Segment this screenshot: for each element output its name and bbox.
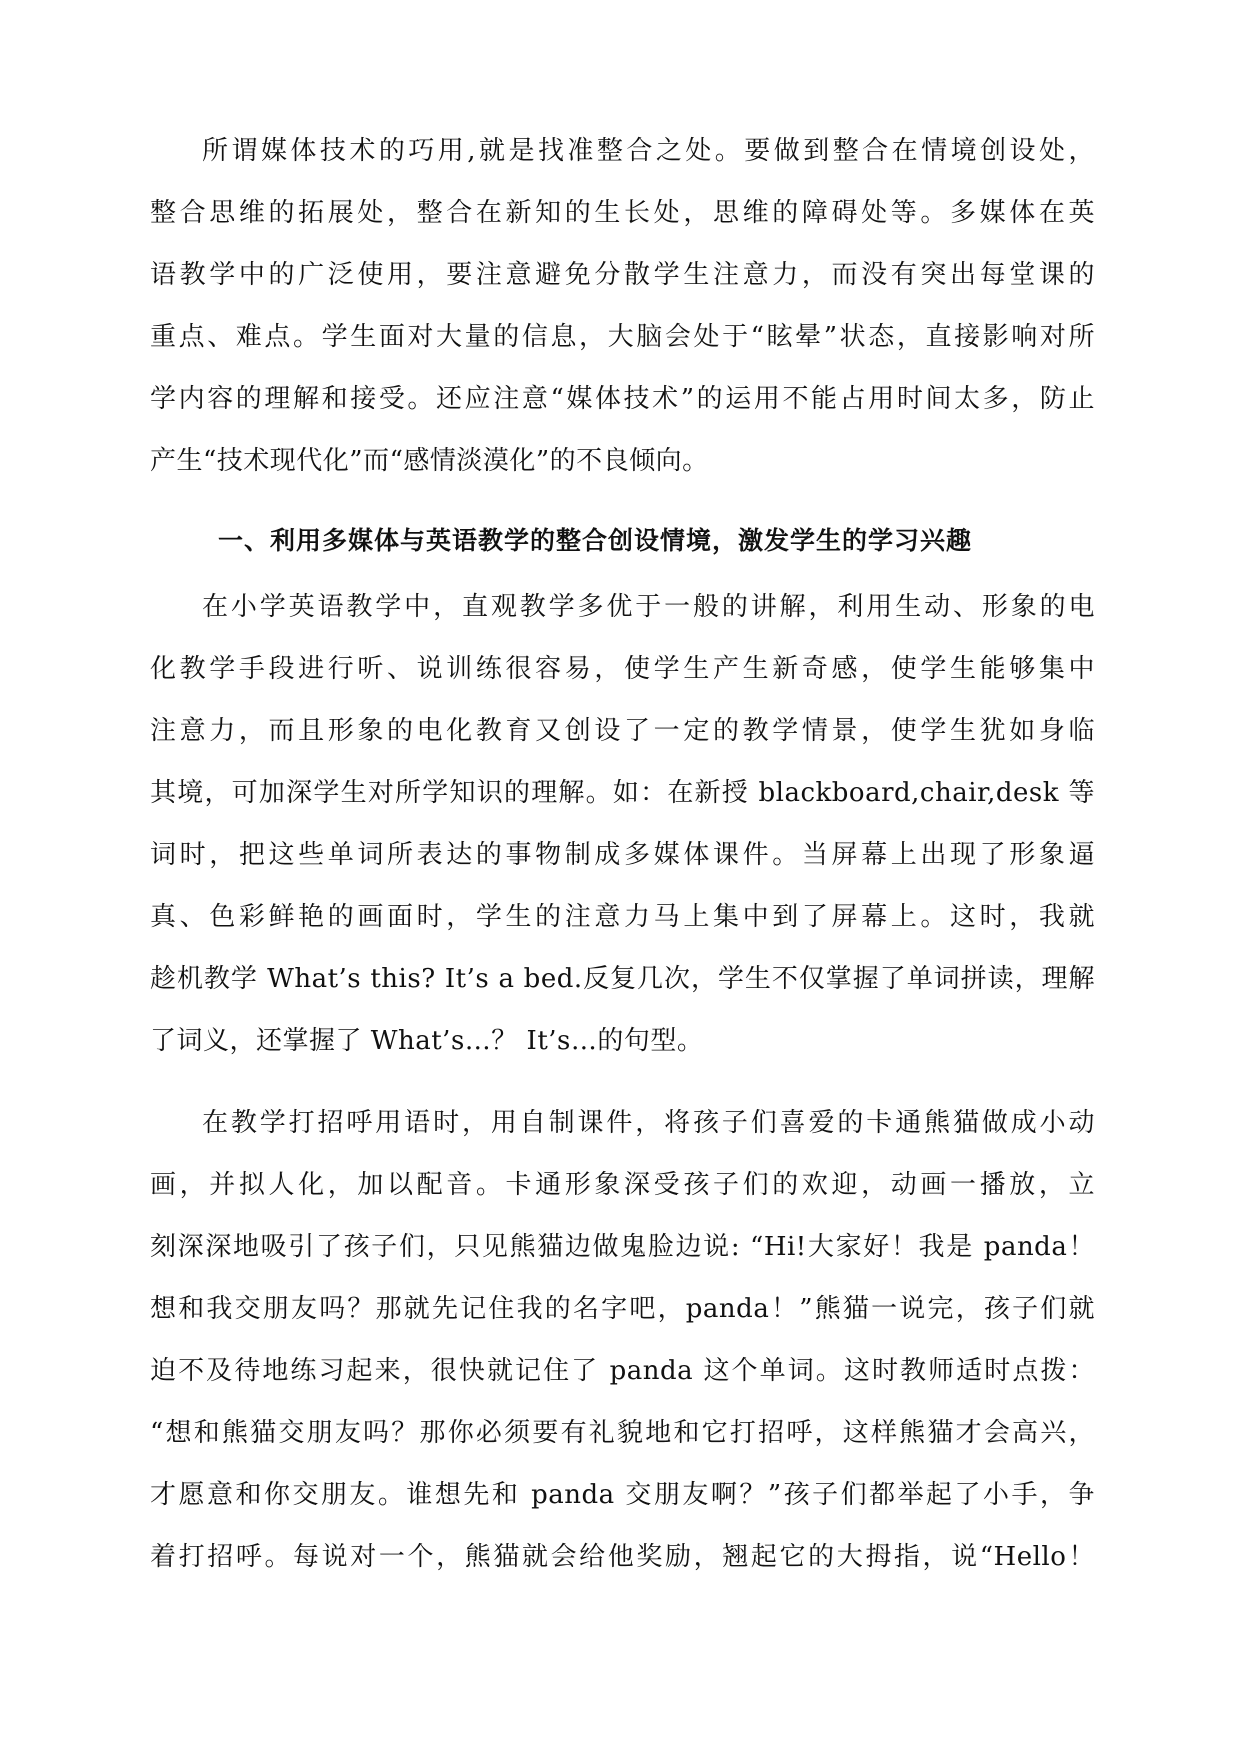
paragraph-line: “想和熊猫交朋友吗？那你必须要有礼貌地和它打招呼，这样熊猫才会高兴， [150, 1418, 1095, 1448]
paragraph-intro [150, 120, 1095, 492]
paragraph-line: 想和我交朋友吗？那就先记住我的名字吧，panda！”熊猫一说完，孩子们就 [150, 1294, 1095, 1324]
paragraph-line: 画，并拟人化，加以配音。卡通形象深受孩子们的欢迎，动画一播放，立 [150, 1170, 1095, 1200]
paragraph-line: 刻深深地吸引了孩子们，只见熊猫边做鬼脸边说: “Hi!大家好！我是 panda！ [150, 1232, 1095, 1262]
paragraph-line: 学内容的理解和接受。还应注意“媒体技术”的运用不能占用时间太多，防止 [150, 384, 1095, 414]
paragraph-line: 注意力，而且形象的电化教育又创设了一定的教学情景，使学生犹如身临 [150, 716, 1095, 746]
paragraph-line: 着打招呼。每说对一个，熊猫就会给他奖励，翘起它的大拇指，说“Hello！ [150, 1542, 1095, 1572]
paragraph-line: 其境，可加深学生对所学知识的理解。如：在新授 blackboard,chair,desk 等 [150, 778, 1095, 808]
paragraph-line: 化教学手段进行听、说训练很容易，使学生产生新奇感，使学生能够集中 [150, 654, 1095, 684]
paragraph-line: 趁机教学 What’s this? It’s a bed.反复几次，学生不仅掌握了单词拼读，理解 [150, 964, 1095, 994]
paragraph-line: 才愿意和你交朋友。谁想先和 panda 交朋友啊？”孩子们都举起了小手，争 [150, 1480, 1095, 1510]
paragraph-line: 在教学打招呼用语时，用自制课件，将孩子们喜爱的卡通熊猫做成小动 [202, 1108, 1095, 1138]
paragraph-line: 所谓媒体技术的巧用,就是找准整合之处。要做到整合在情境创设处， [202, 136, 1095, 166]
paragraph-line: 产生“技术现代化”而“感情淡漠化”的不良倾向。 [150, 446, 709, 476]
paragraph-line: 语教学中的广泛使用，要注意避免分散学生注意力，而没有突出每堂课的 [150, 260, 1095, 290]
paragraph-line: 词时，把这些单词所表达的事物制成多媒体课件。当屏幕上出现了形象逼 [150, 840, 1095, 870]
paragraph-line: 迫不及待地练习起来，很快就记住了 panda 这个单词。这时教师适时点拨： [150, 1356, 1095, 1386]
paragraph-panda-greeting [150, 1092, 1095, 1588]
paragraph-multimedia-teaching [150, 576, 1095, 1072]
paragraph-line: 了词义，还掌握了 What’s…？ It’s…的句型。 [150, 1026, 704, 1056]
paragraph-line: 整合思维的拓展处，整合在新知的生长处，思维的障碍处等。多媒体在英 [150, 198, 1095, 228]
section-heading: 一、利用多媒体与英语教学的整合创设情境，激发学生的学习兴趣 [218, 526, 973, 555]
paragraph-line: 在小学英语教学中，直观教学多优于一般的讲解，利用生动、形象的电 [202, 592, 1095, 622]
paragraph-line: 真、色彩鲜艳的画面时，学生的注意力马上集中到了屏幕上。这时，我就 [150, 902, 1095, 932]
paragraph-line: 重点、难点。学生面对大量的信息，大脑会处于“眩晕”状态，直接影响对所 [150, 322, 1095, 352]
